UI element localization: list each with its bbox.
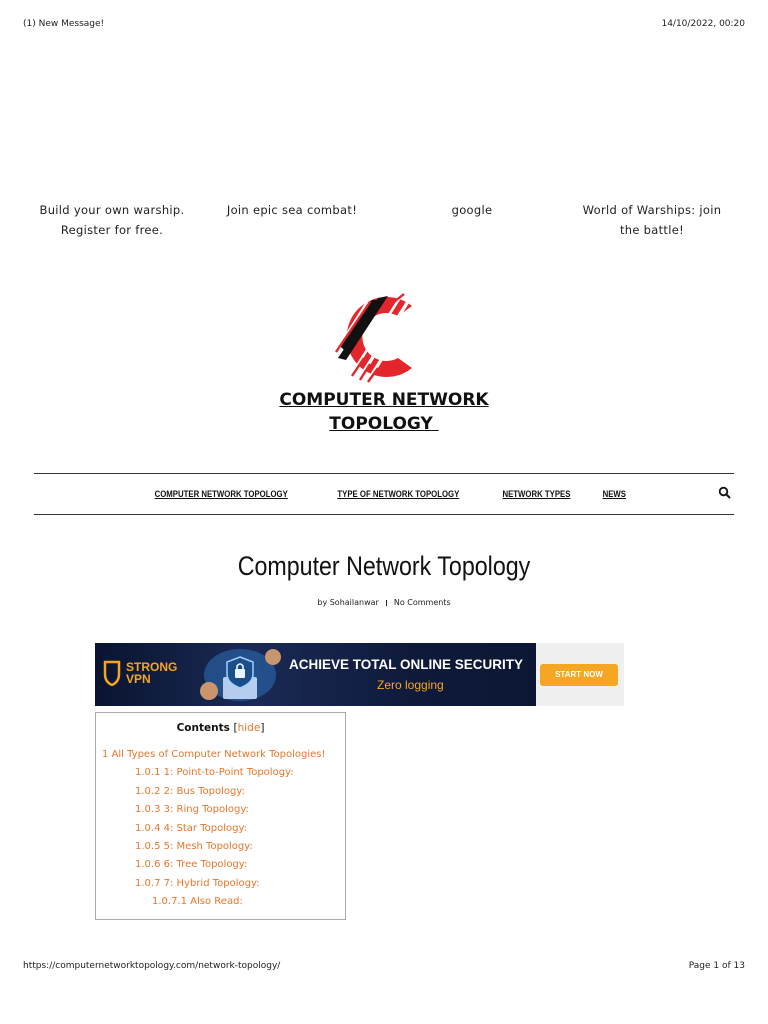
ad-link-warship-register[interactable] xyxy=(22,200,202,240)
print-header-date: 14/10/2022, 00:20 xyxy=(661,19,745,29)
brand-name-top: STRONG xyxy=(126,660,178,674)
author-link[interactable]: by Sohailanwar xyxy=(317,598,379,607)
strongvpn-logo xyxy=(103,660,177,686)
ad-links-row xyxy=(22,200,742,240)
nav-item-network-types[interactable]: NETWORK TYPES xyxy=(502,488,571,500)
start-now-panel xyxy=(536,643,624,706)
site-logo[interactable] xyxy=(334,292,424,384)
toc-item xyxy=(96,764,345,782)
post-byline xyxy=(0,598,768,607)
byline-separator xyxy=(386,600,387,606)
toc-heading: Contents xyxy=(176,722,230,734)
toc-link[interactable]: 1.0.3 3: Ring Topology: xyxy=(135,804,249,816)
toc-item xyxy=(96,838,345,856)
banner-headline: ACHIEVE TOTAL ONLINE SECURITY xyxy=(289,657,524,672)
toc-item xyxy=(96,801,345,819)
toc-link[interactable]: 1.0.5 5: Mesh Topology: xyxy=(135,841,253,853)
print-footer xyxy=(23,961,745,971)
shield-icon xyxy=(103,660,121,686)
toc-header xyxy=(96,722,345,734)
c-logo-icon xyxy=(334,292,424,384)
toc-link[interactable]: 1.0.7 7: Hybrid Topology: xyxy=(135,877,260,889)
nav-item-news[interactable]: NEWS xyxy=(602,488,626,500)
ad-line: Register for free. xyxy=(60,223,164,237)
start-now-button[interactable]: START NOW xyxy=(540,664,618,686)
ad-link-sea-combat[interactable] xyxy=(202,200,382,240)
toc-item xyxy=(96,875,345,893)
ad-line: World of Warships: join xyxy=(582,203,722,217)
brand-name-bottom: VPN xyxy=(126,672,151,686)
toc-list xyxy=(96,746,345,912)
print-header xyxy=(23,19,745,29)
ad-link-world-of-warships[interactable] xyxy=(562,200,742,240)
toc-link[interactable]: 1.0.7.1 Also Read: xyxy=(152,896,243,908)
toc-item xyxy=(96,746,345,764)
ad-link-google[interactable] xyxy=(382,200,562,240)
toc-item xyxy=(96,820,345,838)
toc-link[interactable]: 1.0.6 6: Tree Topology: xyxy=(135,859,248,871)
ad-line: google xyxy=(451,203,493,217)
print-footer-page: Page 1 of 13 xyxy=(688,961,745,971)
banner-subline: Zero logging xyxy=(377,678,444,692)
toc-hide-link[interactable]: hide xyxy=(237,722,261,734)
ad-line: Build your own warship. xyxy=(39,203,185,217)
toc-link[interactable]: 1.0.4 4: Star Topology: xyxy=(135,822,248,834)
print-header-title: (1) New Message! xyxy=(23,19,105,29)
toc-item xyxy=(96,783,345,801)
ad-line: the battle! xyxy=(619,223,685,237)
nav-item-type-of-network-topology[interactable]: TYPE OF NETWORK TOPOLOGY xyxy=(337,488,460,500)
toc-link[interactable]: 1 All Types of Computer Network Topologies! xyxy=(102,749,326,760)
table-of-contents xyxy=(95,712,346,920)
site-title-line1: COMPUTER NETWORK xyxy=(279,390,489,410)
toc-item xyxy=(96,856,345,874)
comments-link[interactable]: No Comments xyxy=(393,598,451,607)
post-title: Computer Network Topology xyxy=(237,551,531,581)
search-icon[interactable] xyxy=(718,486,732,500)
main-nav xyxy=(34,473,734,515)
toc-link[interactable]: 1.0.1 1: Point-to-Point Topology: xyxy=(135,767,294,779)
print-footer-url: https://computernetworktopology.com/network-topology/ xyxy=(23,961,281,971)
toc-link[interactable]: 1.0.2 2: Bus Topology: xyxy=(135,785,245,797)
security-lock-illustration-icon xyxy=(195,643,285,706)
ad-line: Join epic sea combat! xyxy=(226,203,358,217)
site-title-line2: TOPOLOGY xyxy=(329,414,439,434)
vpn-ad-banner[interactable] xyxy=(95,643,624,706)
site-title[interactable] xyxy=(0,388,768,436)
nav-item-computer-network-topology[interactable]: COMPUTER NETWORK TOPOLOGY xyxy=(154,488,288,500)
toc-hide-wrap: [hide] xyxy=(233,722,265,734)
toc-item xyxy=(96,893,345,911)
